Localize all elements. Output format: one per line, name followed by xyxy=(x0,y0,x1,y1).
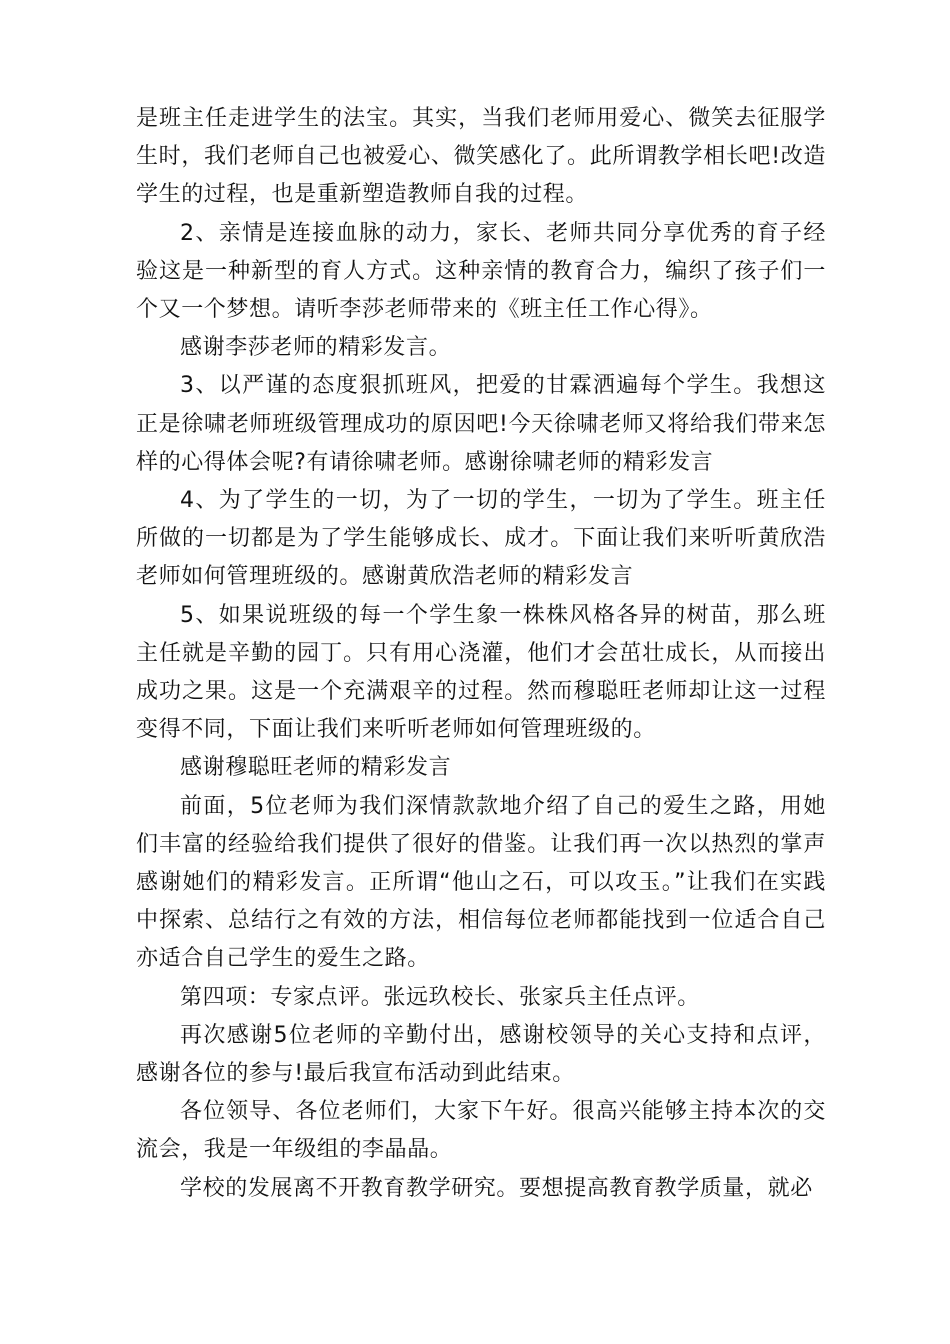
paragraph-closing: 再次感谢5位老师的辛勤付出，感谢校领导的关心支持和点评，感谢各位的参与!最后我宣布活动到此结束。 xyxy=(136,1022,826,1087)
paragraph-item-four: 第四项：专家点评。张远玖校长、张家兵主任点评。 xyxy=(180,984,700,1010)
document-body xyxy=(136,100,826,1208)
paragraph-continuation: 是班主任走进学生的法宝。其实，当我们老师用爱心、微笑去征服学生时，我们老师自己也被爱心、微笑感化了。此所谓教学相长吧!改造学生的过程，也是重新塑造教师自我的过程。 xyxy=(136,106,826,208)
paragraph-item-3: 3、以严谨的态度狠抓班风，把爱的甘霖洒遍每个学生。我想这正是徐啸老师班级管理成功的原因吧!今天徐啸老师又将给我们带来怎样的心得体会呢?有请徐啸老师。感谢徐啸老师的精彩发言 xyxy=(136,373,826,475)
paragraph-summary: 前面，5位老师为我们深情款款地介绍了自己的爱生之路，用她们丰富的经验给我们提供了很好的借鉴。让我们再一次以热烈的掌声感谢她们的精彩发言。正所谓“他山之石，可以攻玉。”让我们在实践中探索、总结行之有效的方法，相信每位老师都能找到一位适合自己亦适合自己学生的爱生之路。 xyxy=(136,793,826,972)
paragraph-item-5: 5、如果说班级的每一个学生象一株株风格各异的树苗，那么班主任就是辛勤的园丁。只有用心浇灌，他们才会茁壮成长，从而接出成功之果。这是一个充满艰辛的过程。然而穆聪旺老师却让这一过程变得不同，下面让我们来听听老师如何管理班级的。 xyxy=(136,602,826,743)
paragraph-thanks-mu: 感谢穆聪旺老师的精彩发言 xyxy=(180,755,452,781)
paragraph-item-2: 2、亲情是连接血脉的动力，家长、老师共同分享优秀的育子经验这是一种新型的育人方式。这种亲情的教育合力，编织了孩子们一个又一个梦想。请听李莎老师带来的《班主任工作心得》。 xyxy=(136,220,826,323)
paragraph-greeting: 各位领导、各位老师们，大家下午好。很高兴能够主持本次的交流会，我是一年级组的李晶晶。 xyxy=(136,1099,826,1163)
paragraph-school-development: 学校的发展离不开教育教学研究。要想提高教育教学质量，就必 xyxy=(180,1175,813,1201)
paragraph-thanks-lisha: 感谢李莎老师的精彩发言。 xyxy=(180,335,452,361)
paragraph-item-4: 4、为了学生的一切，为了一切的学生，一切为了学生。班主任所做的一切都是为了学生能够成长、成才。下面让我们来听听黄欣浩老师如何管理班级的。感谢黄欣浩老师的精彩发言 xyxy=(136,488,826,590)
